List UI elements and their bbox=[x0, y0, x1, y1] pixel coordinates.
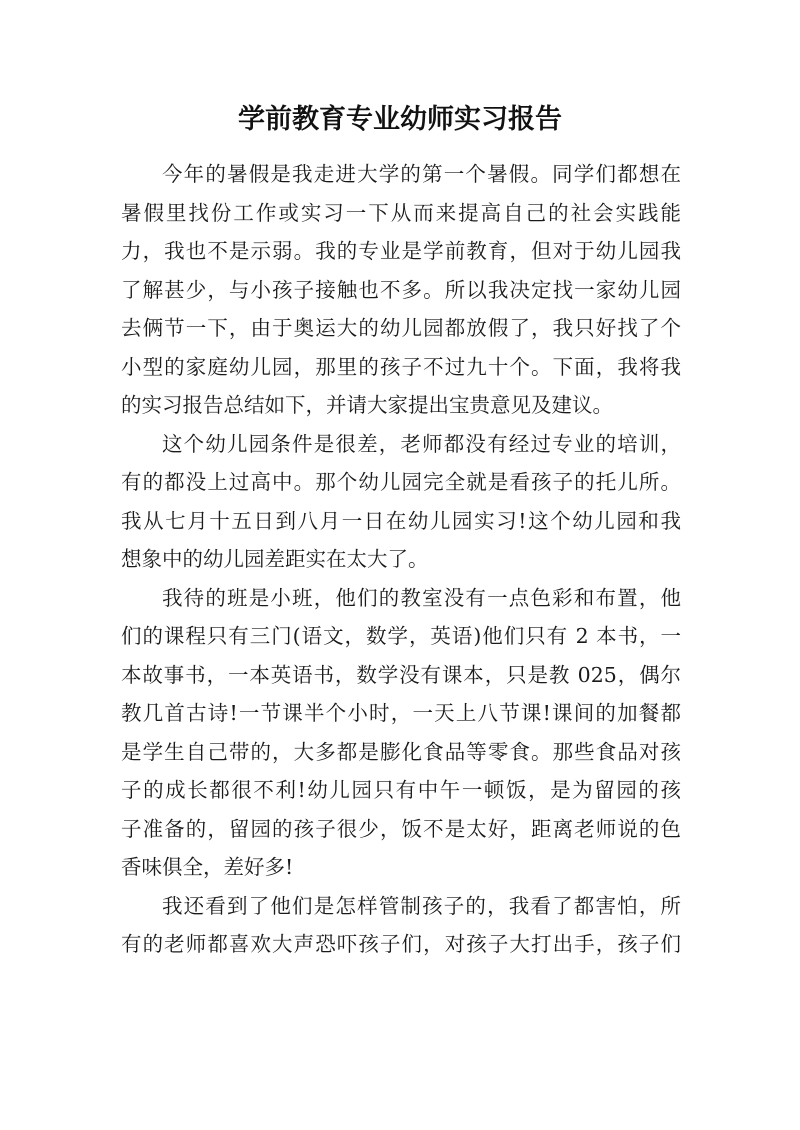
text-line: 我还看到了他们是怎样管制孩子的，我看了都害怕，所 bbox=[162, 893, 681, 918]
text-line: 力，我也不是示弱。我的专业是学前教育，但对于幼儿园我 bbox=[121, 239, 681, 263]
text-line: 是学生自己带的，大多都是膨化食品等零食。那些食品对孩 bbox=[121, 739, 681, 764]
text-line: 去俩节一下，由于奥运大的幼儿园都放假了，我只好找了个 bbox=[121, 316, 681, 340]
text-line: 了解甚少，与小孩子接触也不多。所以我决定找一家幼儿园 bbox=[121, 277, 681, 302]
text-line: 我从七月十五日到八月一日在幼儿园实习!这个幼儿园和我 bbox=[121, 508, 681, 533]
text-line: 今年的暑假是我走进大学的第一个暑假。同学们都想在 bbox=[162, 162, 681, 186]
text-line: 有的老师都喜欢大声恐吓孩子们，对孩子大打出手，孩子们 bbox=[121, 932, 681, 956]
text-line: 子的成长都很不利!幼儿园只有中午一顿饭，是为留园的孩 bbox=[121, 778, 681, 802]
text-line: 想象中的幼儿园差距实在太大了。 bbox=[121, 547, 429, 571]
paragraph-2 bbox=[121, 425, 681, 579]
text-line: 有的都没上过高中。那个幼儿园完全就是看孩子的托儿所。 bbox=[121, 470, 681, 494]
paragraph-3 bbox=[121, 579, 681, 887]
text-line: 这个幼儿园条件是很差，老师都没有经过专业的培训， bbox=[162, 431, 681, 456]
text-line: 子准备的，留园的孩子很少，饭不是太好，距离老师说的色 bbox=[121, 816, 681, 841]
text-line: 们的课程只有三门(语文，数学，英语)他们只有 2 本书，一 bbox=[121, 624, 681, 648]
text-line: 小型的家庭幼儿园，那里的孩子不过九十个。下面，我将我 bbox=[121, 354, 681, 379]
text-line: 暑假里找份工作或实习一下从而来提高自己的社会实践能 bbox=[121, 200, 681, 225]
text-line: 的实习报告总结如下，并请大家提出宝贵意见及建议。 bbox=[121, 393, 613, 417]
paragraph-1 bbox=[121, 155, 681, 425]
paragraph-4 bbox=[121, 887, 681, 964]
text-line: 香味俱全，差好多! bbox=[121, 855, 294, 879]
text-line: 我待的班是小班，他们的教室没有一点色彩和布置，他 bbox=[162, 585, 681, 610]
document-body bbox=[121, 155, 681, 964]
text-line: 本故事书，一本英语书，数学没有课本，只是教 025，偶尔 bbox=[121, 662, 681, 687]
text-line: 教几首古诗!一节课半个小时，一天上八节课!课间的加餐都 bbox=[121, 701, 681, 725]
document-title: 学前教育专业幼师实习报告 bbox=[238, 104, 562, 135]
